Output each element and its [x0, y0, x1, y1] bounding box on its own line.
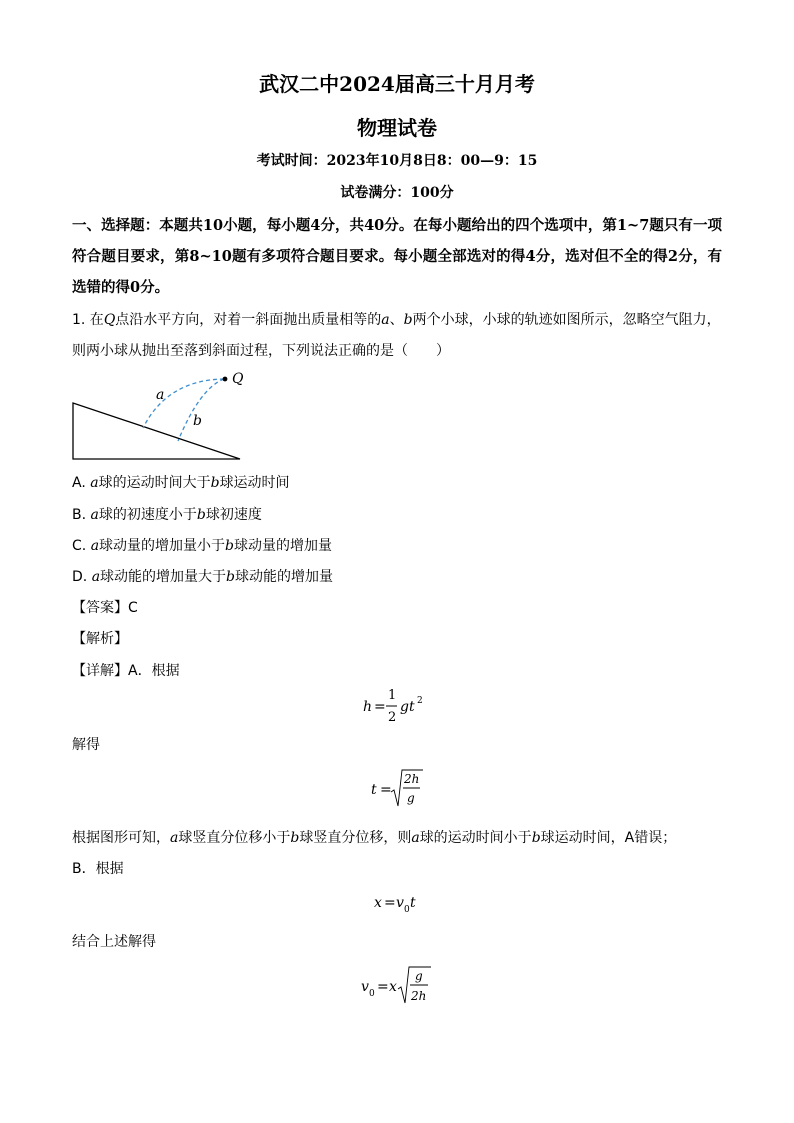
svg-text:v: v: [396, 895, 404, 911]
svg-text:=: =: [384, 895, 396, 911]
conclusion-a: 根据图形可知，a球竖直分位移小于b球竖直分位移，则a球的运动时间小于b球运动时间，A错误；: [72, 830, 677, 846]
incline-figure: [72, 366, 252, 462]
point-q: [223, 377, 228, 382]
full-score: 试卷满分：100分: [340, 185, 454, 201]
svg-text:=: =: [380, 782, 392, 798]
option-a: A. a球的运动时间大于b球运动时间: [72, 475, 290, 491]
svg-text:t: t: [371, 782, 377, 798]
question-1: 1. 在Q点沿水平方向，对着一斜面抛出质量相等的a、b两个小球，小球的轨迹如图所示，忽略空气阻力，则两小球从抛出至落到斜面过程，下列说法正确的是（ ）: [72, 312, 721, 359]
svg-text:=: =: [374, 699, 386, 715]
svg-text:x: x: [374, 895, 382, 911]
exam-subject: 物理试卷: [357, 116, 437, 140]
svg-text:t: t: [410, 895, 416, 911]
option-c: C. a球动量的增加量小于b球动量的增加量: [72, 538, 333, 554]
question-number: 1.: [72, 312, 86, 328]
svg-text:0: 0: [404, 905, 410, 915]
svg-text:2: 2: [388, 710, 397, 725]
detail-line: 【详解】A．根据: [72, 663, 180, 679]
svg-text:x: x: [389, 979, 397, 995]
option-d: D. a球动能的增加量大于b球动能的增加量: [72, 569, 334, 585]
jiehe-line: 结合上述解得: [72, 934, 156, 950]
svg-text:1: 1: [388, 688, 397, 703]
trajectory-b: [178, 379, 224, 441]
section-instructions: 一、选择题：本题共10小题，每小题4分，共40分。在每小题给出的四个选项中，第1~7题只有一项符合题目要求，第8~10题有多项符合题目要求。每小题全部选对的得4分，选对但不全的得2分，有选错的得0分。: [72, 217, 722, 296]
equation-1: [0, 685, 794, 731]
svg-text:2: 2: [417, 696, 423, 706]
svg-text:h: h: [363, 699, 373, 715]
svg-text:=: =: [377, 979, 389, 995]
exam-time: 考试时间：2023年10月8日8：00—9：15: [256, 153, 538, 169]
label-a: a: [156, 387, 165, 403]
exam-title: 武汉二中2024届高三十月月考: [259, 72, 535, 96]
svg-text:2h: 2h: [404, 772, 420, 786]
equation-3: [0, 887, 794, 921]
svg-text:gt: gt: [400, 699, 415, 715]
option-b: B. a球的初速度小于b球初速度: [72, 507, 262, 523]
svg-text:g: g: [407, 791, 415, 805]
answer-value: C: [128, 600, 138, 616]
analysis-label: 【解析】: [72, 631, 128, 647]
answer-line: 【答案】C: [72, 600, 138, 616]
label-b: b: [193, 413, 202, 429]
svg-text:2h: 2h: [411, 989, 427, 1003]
jiede-1: 解得: [72, 737, 100, 753]
svg-text:v: v: [361, 979, 369, 995]
svg-text:g: g: [415, 969, 423, 983]
b-genju: B．根据: [72, 861, 124, 877]
equation-4: [0, 963, 794, 1013]
equation-2: [0, 766, 794, 816]
label-q: Q: [232, 371, 244, 387]
svg-text:0: 0: [369, 989, 375, 999]
incline-triangle: [73, 403, 240, 459]
